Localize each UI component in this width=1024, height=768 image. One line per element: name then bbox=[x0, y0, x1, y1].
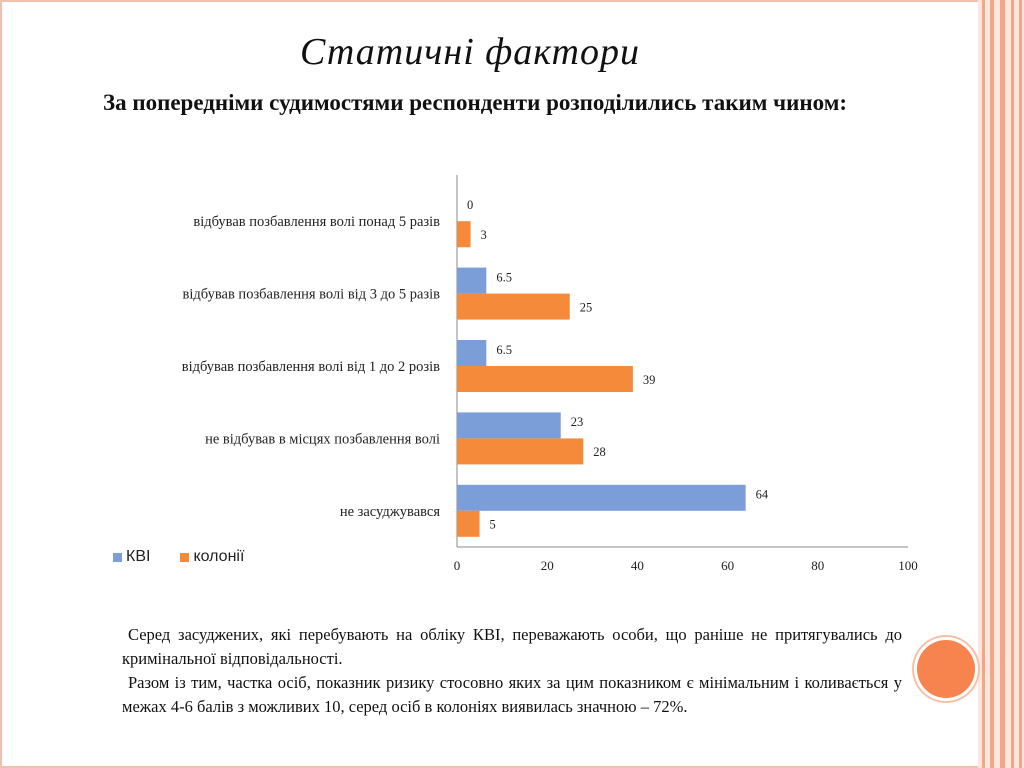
category-label: не засуджувався bbox=[339, 503, 440, 520]
data-label: 6.5 bbox=[496, 270, 512, 285]
decorative-stripes bbox=[978, 0, 1024, 768]
x-tick-label: 100 bbox=[898, 558, 918, 573]
legend-item-kvi bbox=[113, 548, 150, 566]
paragraph-1: Серед засуджених, які перебувають на обліку КВІ, переважають особи, що раніше не притягувались до кримінальної відповідальності. bbox=[122, 625, 902, 668]
legend-item-colonies bbox=[180, 548, 244, 566]
data-label: 64 bbox=[755, 487, 769, 502]
legend-swatch-kvi bbox=[113, 553, 122, 562]
legend-swatch-colonies bbox=[180, 553, 189, 562]
slide-title: Статичні фактори bbox=[300, 31, 640, 73]
category-label: відбував позбавлення волі від 3 до 5 разів bbox=[182, 286, 440, 303]
data-label: 3 bbox=[480, 227, 487, 242]
bar-kvi bbox=[457, 340, 486, 366]
data-label: 0 bbox=[467, 197, 474, 212]
bar-colonies bbox=[457, 511, 480, 537]
paragraph-2: Разом із тим, частка осіб, показник ризику стосовно яких за цим показником є мінімальним і коливається у межах 4-6 балів з можливих 10, серед осіб в колоніях виявилась значною – 72%. bbox=[122, 673, 902, 716]
data-label: 25 bbox=[579, 300, 593, 315]
data-label: 6.5 bbox=[496, 342, 512, 357]
data-label: 5 bbox=[489, 517, 496, 532]
x-tick-label: 60 bbox=[721, 558, 735, 573]
category-label: відбував позбавлення волі понад 5 разів bbox=[193, 214, 440, 231]
data-label: 28 bbox=[593, 445, 606, 460]
decorative-circle bbox=[917, 640, 975, 698]
body-text bbox=[122, 623, 902, 719]
bar-kvi bbox=[457, 268, 486, 294]
x-tick-label: 0 bbox=[453, 558, 461, 573]
legend-label-kvi: КВІ bbox=[126, 548, 151, 565]
x-tick-label: 40 bbox=[630, 558, 644, 573]
data-label: 39 bbox=[642, 372, 656, 387]
x-tick-label: 80 bbox=[811, 558, 825, 573]
legend-label-colonies: колонії bbox=[193, 548, 245, 565]
category-label: відбував позбавлення волі від 1 до 2 розів bbox=[181, 359, 440, 375]
chart-legend bbox=[113, 548, 244, 566]
bar-colonies bbox=[457, 221, 471, 247]
bar-kvi bbox=[457, 485, 746, 511]
bar-colonies bbox=[457, 438, 583, 464]
bar-kvi bbox=[457, 412, 561, 438]
x-tick-label: 20 bbox=[540, 558, 554, 573]
data-label: 23 bbox=[570, 415, 584, 430]
slide-subtitle: За попередніми судимостями респонденти розподілились таким чином: bbox=[102, 90, 848, 115]
bar-colonies bbox=[457, 294, 570, 320]
category-label: не відбував в місцях позбавлення волі bbox=[205, 431, 440, 448]
bar-colonies bbox=[457, 366, 633, 392]
